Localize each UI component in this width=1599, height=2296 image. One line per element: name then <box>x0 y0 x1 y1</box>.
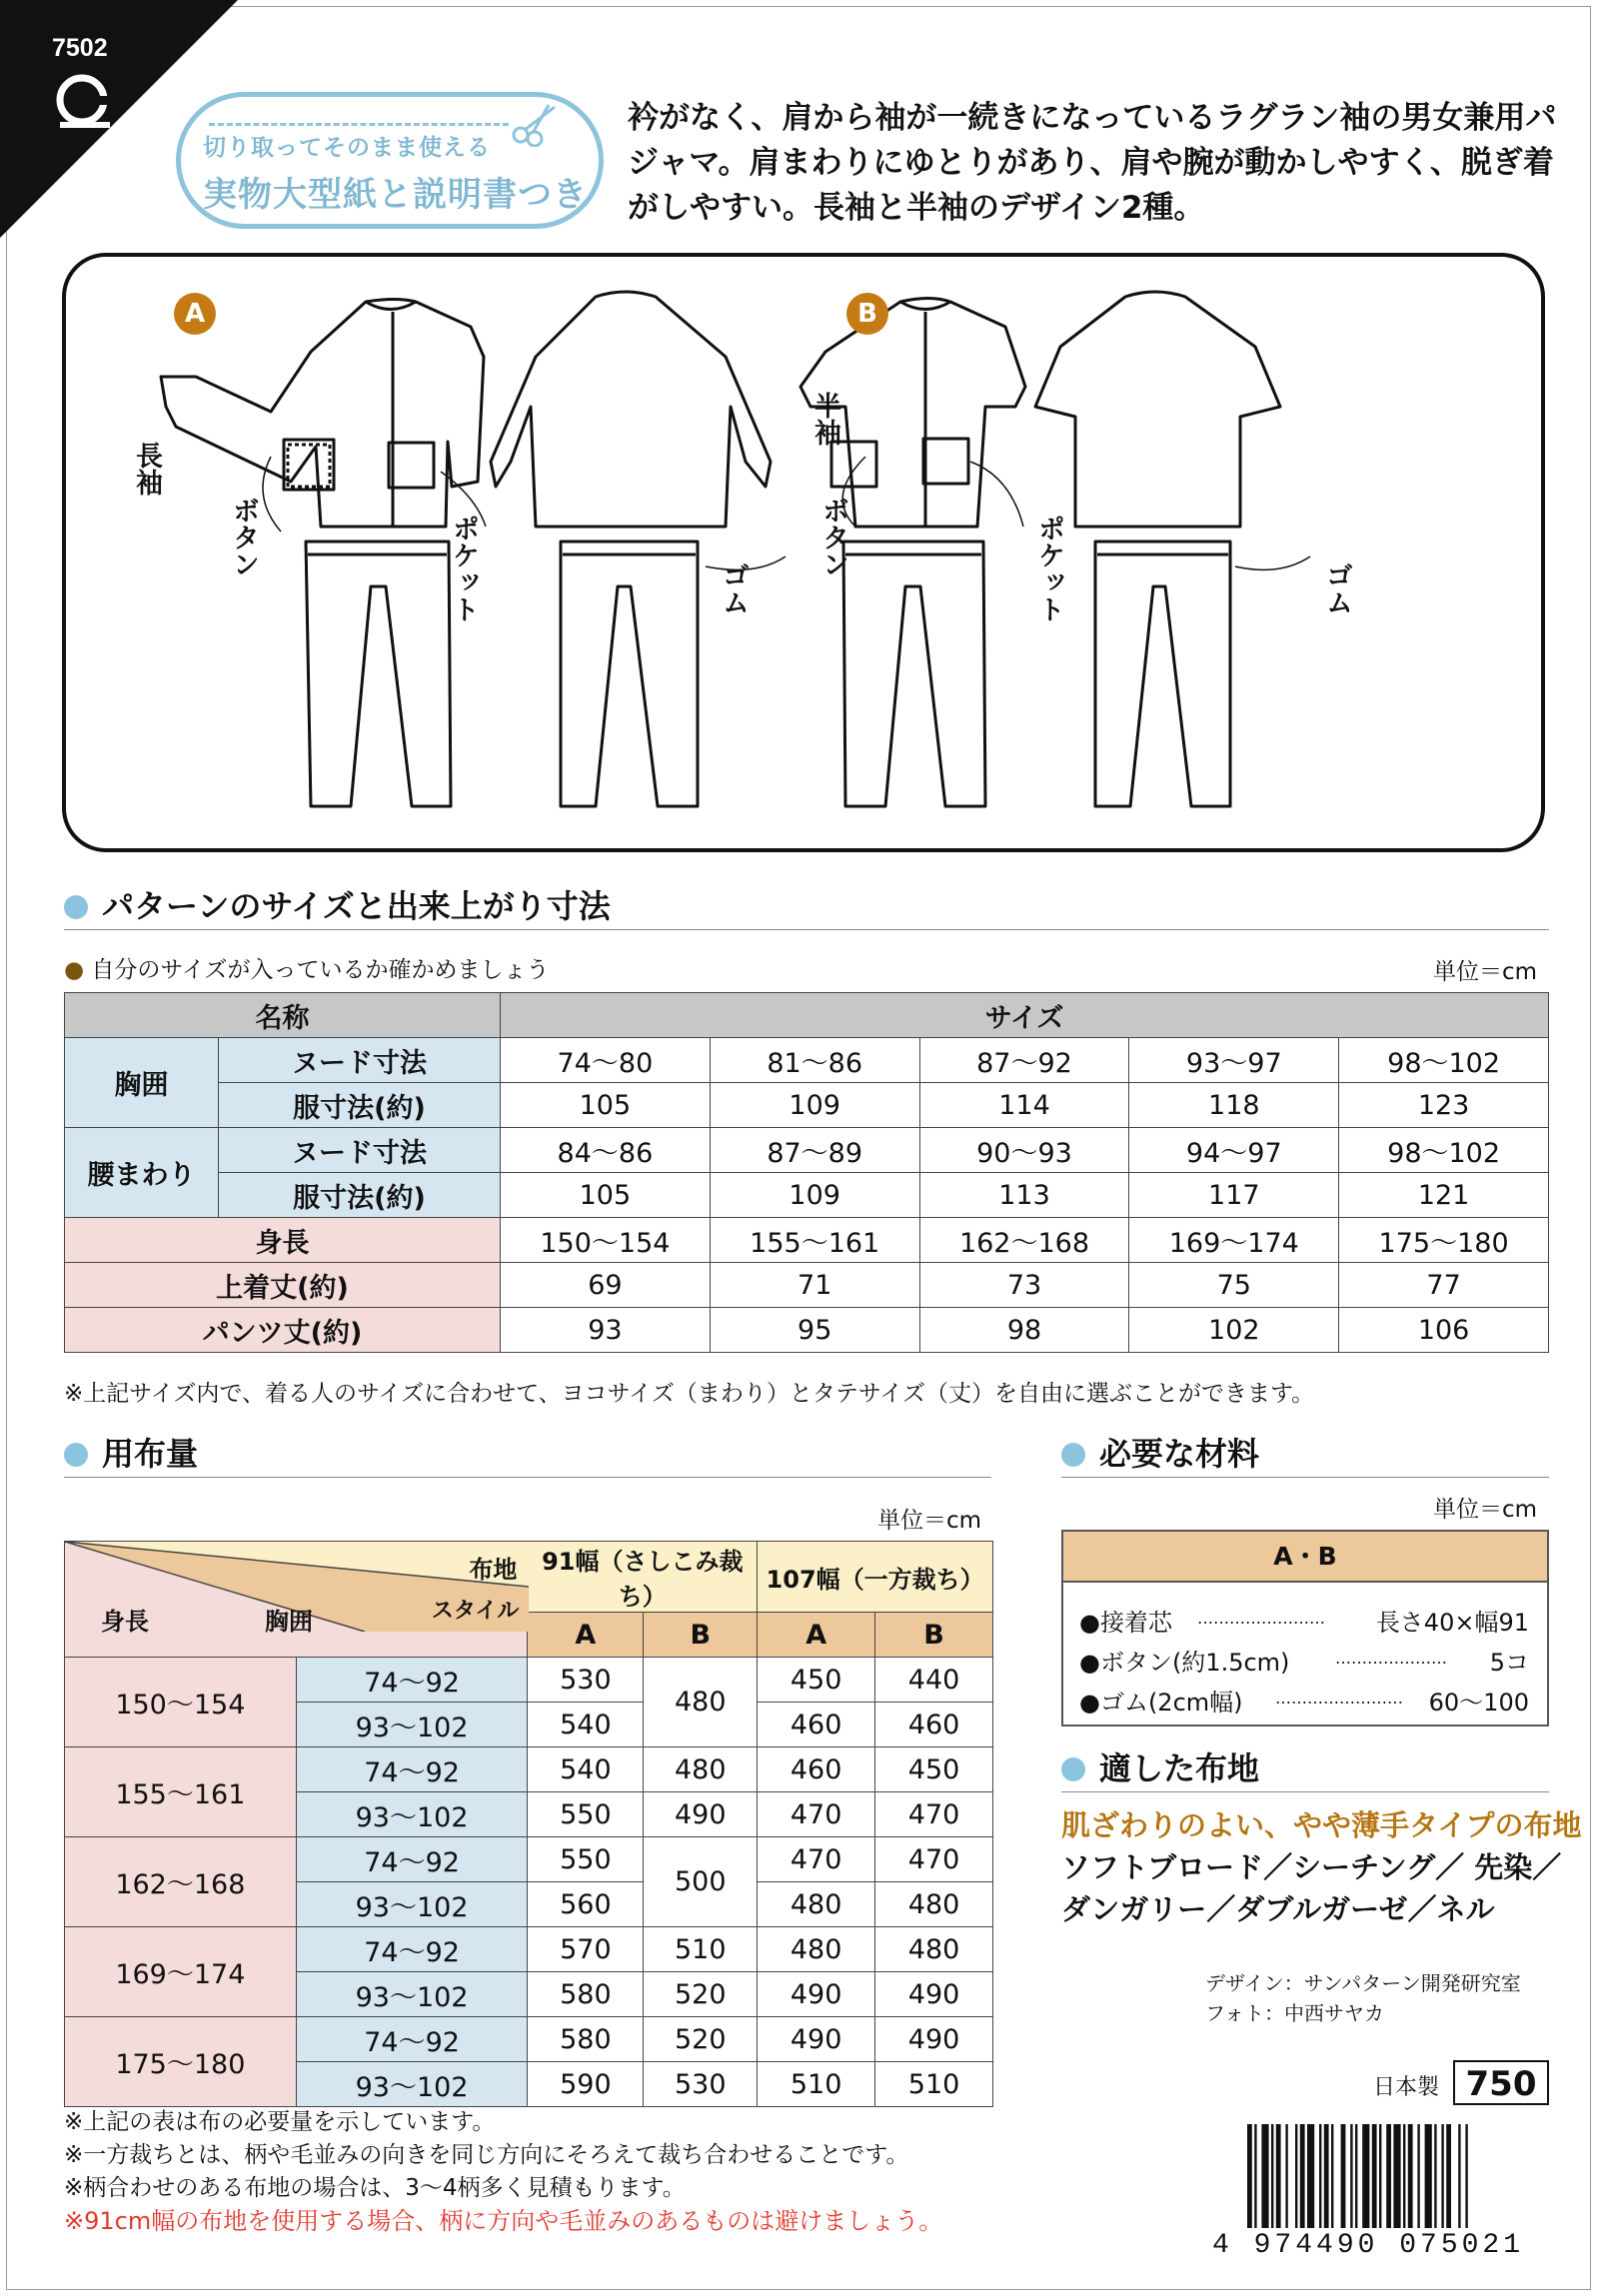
cell: 550 <box>528 1792 644 1837</box>
hdr-b: B <box>875 1613 993 1658</box>
barcode-bar <box>1307 2124 1314 2228</box>
cell: 109 <box>710 1083 919 1128</box>
cell: 490 <box>758 1972 875 2017</box>
fabric-unit: 単位＝cm <box>877 1508 982 1534</box>
cell: 113 <box>919 1173 1129 1218</box>
red-note: ※91cm幅の布地を使用する場合、柄に方向や毛並みのあるものは避けましょう。 <box>64 2207 943 2235</box>
barcode-bar <box>1379 2124 1381 2228</box>
size-unit: 単位＝cm <box>1433 959 1538 985</box>
cut-line <box>209 123 509 126</box>
materials-title: 必要な材料 <box>1061 1429 1259 1475</box>
suitable-fabrics <box>1061 1804 1582 1930</box>
badge-line1: 切り取ってそのまま使える <box>203 135 491 161</box>
note-line: ※上記の表は布の必要量を示しています。 <box>64 2109 496 2135</box>
table-row <box>65 1837 993 1882</box>
cell: 540 <box>528 1747 644 1792</box>
cell: 470 <box>758 1792 875 1837</box>
chest-cell: 93〜102 <box>296 2062 528 2107</box>
cell: 480 <box>644 1747 758 1792</box>
barcode-bar <box>1465 2124 1467 2228</box>
hdr-w107: 107幅（一方裁ち） <box>758 1542 993 1613</box>
cell: 93 <box>501 1308 711 1353</box>
hdr-fabric: 布地 <box>469 1556 518 1584</box>
cell: 95 <box>710 1308 919 1353</box>
cell: 71 <box>710 1263 919 1308</box>
cell: 123 <box>1339 1083 1549 1128</box>
suitable-lead: 肌ざわりのよい、やや薄手タイプの布地 <box>1061 1808 1582 1842</box>
table-row <box>65 1308 1549 1353</box>
cell: 81〜86 <box>710 1038 919 1083</box>
cell: 84〜86 <box>501 1128 711 1173</box>
cell: 74〜80 <box>501 1038 711 1083</box>
cell: 155〜161 <box>710 1218 919 1263</box>
material-qty: 長さ40×幅91 <box>1375 1609 1529 1637</box>
suitable-line2: ダンガリー／ダブルガーゼ／ネル <box>1061 1892 1495 1926</box>
fabric-section-title: 用布量 <box>64 1429 198 1475</box>
barcode-bar <box>1355 2124 1357 2228</box>
pattern-code: 7502 <box>52 34 108 62</box>
cell: 109 <box>710 1173 919 1218</box>
barcode-bar <box>1372 2124 1377 2228</box>
cell: 162〜168 <box>919 1218 1129 1263</box>
note-line: ※柄合わせのある布地の場合は、3〜4柄多く見積もります。 <box>64 2175 686 2201</box>
cell: 450 <box>758 1658 875 1703</box>
credits <box>1205 1968 1521 2028</box>
chest-cell: 74〜92 <box>296 2017 528 2062</box>
barcode-bar <box>1300 2124 1305 2228</box>
barcode-bar <box>1271 2124 1273 2228</box>
barcode-bar <box>1393 2124 1400 2228</box>
cell: 121 <box>1339 1173 1549 1218</box>
section-dot-icon <box>64 1443 88 1467</box>
cell: 87〜89 <box>710 1128 919 1173</box>
label-a-elastic: ゴム <box>718 562 749 615</box>
material-name: ●ゴム(2cm幅) <box>1079 1689 1243 1717</box>
credit-design: デザイン：サンパターン開発研究室 <box>1205 1971 1521 1995</box>
cell: 93〜97 <box>1129 1038 1339 1083</box>
table-row <box>65 1218 1549 1263</box>
cell: 77 <box>1339 1263 1549 1308</box>
chest-cell: 93〜102 <box>296 1882 528 1927</box>
barcode-bar <box>1434 2124 1436 2228</box>
material-qty: 60〜100 <box>1428 1689 1529 1717</box>
cell: 106 <box>1339 1308 1549 1353</box>
cell: 105 <box>501 1083 711 1128</box>
cell: 580 <box>528 1972 644 2017</box>
barcode-bar <box>1341 2124 1346 2228</box>
cell: 460 <box>758 1703 875 1747</box>
size-footnote: ※上記サイズ内で、着る人のサイズに合わせて、ヨコサイズ（まわり）とタテサイズ（丈）を自由に選ぶことができます。 <box>64 1381 1315 1407</box>
price-box: 750 <box>1453 2060 1549 2105</box>
hdr-height: 身長 <box>101 1608 149 1636</box>
cell: 175〜180 <box>1339 1218 1549 1263</box>
size-section-title: パターンのサイズと出来上がり寸法 <box>64 881 611 927</box>
cell: 75 <box>1129 1263 1339 1308</box>
cell: 510 <box>758 2062 875 2107</box>
intro-text: 衿がなく、肩から袖が一続きになっているラグラン袖の男女兼用パジャマ。肩まわりにゆとりがあり、肩や腕が動かしやすく、脱ぎ着がしやすい。長袖と半袖のデザイン2種。 <box>628 100 1557 226</box>
size-subnote: ● 自分のサイズが入っているか確かめましょう <box>64 957 550 983</box>
label-a-pocket: ポケット <box>448 515 479 622</box>
cell: 480 <box>758 1927 875 1972</box>
cell: 118 <box>1129 1083 1339 1128</box>
row-label: 上着丈(約) <box>65 1263 501 1308</box>
cell: 490 <box>644 1792 758 1837</box>
brand-logo-icon <box>52 72 114 132</box>
material-qty: 5コ <box>1489 1649 1529 1677</box>
row-label: ヌード寸法 <box>219 1128 501 1173</box>
barcode-bar <box>1254 2124 1256 2228</box>
barcode-bar <box>1403 2124 1405 2228</box>
table-row <box>65 1173 1549 1218</box>
barcode-bar <box>1324 2124 1329 2228</box>
hdr-a: A <box>758 1613 875 1658</box>
cell: 590 <box>528 2062 644 2107</box>
label-b-pocket: ポケット <box>1033 515 1064 622</box>
barcode-bar <box>1446 2124 1451 2228</box>
label-b-circle: B <box>846 293 888 335</box>
hdr-chest: 胸囲 <box>265 1608 313 1636</box>
cell: 510 <box>875 2062 993 2107</box>
section-dot-icon <box>64 895 88 919</box>
cell: 480 <box>758 1882 875 1927</box>
cell: 105 <box>501 1173 711 1218</box>
size-header-name: 名称 <box>65 993 501 1038</box>
cell: 520 <box>644 1972 758 2017</box>
height-cell: 162〜168 <box>65 1837 297 1927</box>
row-label: パンツ丈(約) <box>65 1308 501 1353</box>
cell: 580 <box>528 2017 644 2062</box>
fabric-table <box>64 1541 993 2107</box>
barcode-bar <box>1425 2124 1432 2228</box>
hdr-b: B <box>644 1613 758 1658</box>
height-cell: 175〜180 <box>65 2017 297 2107</box>
barcode-bar <box>1319 2124 1321 2228</box>
row-label: 身長 <box>65 1218 501 1263</box>
chest-cell: 74〜92 <box>296 1837 528 1882</box>
cell: 490 <box>875 1972 993 2017</box>
chest-cell: 74〜92 <box>296 1658 528 1703</box>
fabric-corner-header <box>65 1542 528 1658</box>
barcode-bar <box>1261 2124 1268 2228</box>
section-dot-icon <box>1061 1443 1085 1467</box>
cell: 150〜154 <box>501 1218 711 1263</box>
label-a-circle: A <box>174 293 216 335</box>
cell: 490 <box>758 2017 875 2062</box>
cell: 540 <box>528 1703 644 1747</box>
hdr-style: スタイル <box>431 1599 520 1624</box>
height-cell: 155〜161 <box>65 1747 297 1837</box>
barcode-number: 4 974490 075021 <box>1212 2230 1525 2261</box>
barcode-bar <box>1247 2124 1252 2228</box>
material-item <box>1079 1635 1547 1675</box>
table-row <box>65 2017 993 2062</box>
barcode-bar <box>1441 2124 1443 2228</box>
barcode-bar <box>1417 2124 1419 2228</box>
barcode-bar <box>1350 2124 1352 2228</box>
cell: 510 <box>644 1927 758 1972</box>
badge-line2: 実物大型紙と説明書つき <box>203 175 588 215</box>
label-long-sleeve: 長袖 <box>131 442 162 496</box>
table-row <box>65 1927 993 1972</box>
cell: 560 <box>528 1882 644 1927</box>
barcode-bar <box>1276 2124 1281 2228</box>
table-row <box>65 1747 993 1792</box>
cell: 90〜93 <box>919 1128 1129 1173</box>
illustration-panel <box>62 253 1545 852</box>
label-b-elastic: ゴム <box>1321 562 1352 615</box>
cell: 570 <box>528 1927 644 1972</box>
leader-dots: …………………… <box>1197 1609 1325 1628</box>
pattern-badge <box>176 92 604 229</box>
cell: 94〜97 <box>1129 1128 1339 1173</box>
barcode-bar <box>1295 2124 1297 2228</box>
row-label: 服寸法(約) <box>219 1173 501 1218</box>
table-row <box>65 1128 1549 1173</box>
suitable-line1: ソフトブロード／シーチング／ 先染／ <box>1061 1850 1562 1884</box>
height-cell: 169〜174 <box>65 1927 297 2017</box>
chest-cell: 93〜102 <box>296 1792 528 1837</box>
cell: 73 <box>919 1263 1129 1308</box>
group-hip: 腰まわり <box>65 1128 219 1218</box>
leader-dots: …………………… <box>1275 1689 1403 1708</box>
cell: 500 <box>644 1837 758 1927</box>
table-row <box>65 1658 993 1703</box>
divider <box>1061 1791 1549 1792</box>
cell: 480 <box>875 1882 993 1927</box>
barcode-bar <box>1458 2124 1460 2228</box>
barcode-bar <box>1386 2124 1391 2228</box>
divider <box>64 929 1549 930</box>
cell: 530 <box>528 1658 644 1703</box>
cell: 98〜102 <box>1339 1038 1549 1083</box>
chest-cell: 93〜102 <box>296 1703 528 1747</box>
material-name: ●ボタン(約1.5cm) <box>1079 1649 1290 1677</box>
cell: 470 <box>875 1837 993 1882</box>
label-b-button: ボタン <box>817 497 848 577</box>
note-line: ※一方裁ちとは、柄や毛並みの向きを同じ方向にそろえて裁ち合わせることです。 <box>64 2142 909 2168</box>
material-name: ●接着芯 <box>1079 1609 1172 1637</box>
cell: 460 <box>758 1747 875 1792</box>
cell: 480 <box>644 1658 758 1747</box>
leader-dots: ………………… <box>1335 1649 1447 1668</box>
scissors-icon <box>511 103 559 147</box>
credit-photo: フォト：中西サヤカ <box>1205 2001 1384 2025</box>
size-header-size: サイズ <box>501 993 1549 1038</box>
table-row <box>65 1038 1549 1083</box>
barcode-bar <box>1408 2124 1413 2228</box>
cell: 470 <box>758 1837 875 1882</box>
bullet-icon: ● <box>64 957 85 983</box>
height-cell: 150〜154 <box>65 1658 297 1747</box>
barcode-bar <box>1285 2124 1287 2228</box>
section-dot-icon <box>1061 1757 1085 1781</box>
suitable-title: 適した布地 <box>1061 1743 1259 1789</box>
chest-cell: 93〜102 <box>296 1972 528 2017</box>
barcode-bar <box>1362 2124 1369 2228</box>
label-a-button: ボタン <box>228 497 259 577</box>
materials-box <box>1061 1530 1549 1726</box>
hdr-a: A <box>528 1613 644 1658</box>
cell: 470 <box>875 1792 993 1837</box>
table-row <box>65 1263 1549 1308</box>
materials-unit: 単位＝cm <box>1433 1497 1538 1523</box>
cell: 530 <box>644 2062 758 2107</box>
chest-cell: 74〜92 <box>296 1747 528 1792</box>
cell: 102 <box>1129 1308 1339 1353</box>
cell: 117 <box>1129 1173 1339 1218</box>
cell: 490 <box>875 2017 993 2062</box>
cell: 550 <box>528 1837 644 1882</box>
row-label: ヌード寸法 <box>219 1038 501 1083</box>
chest-cell: 74〜92 <box>296 1927 528 1972</box>
fabric-notes <box>64 2106 942 2238</box>
group-chest: 胸囲 <box>65 1038 219 1128</box>
material-item <box>1079 1595 1547 1635</box>
row-label: 服寸法(約) <box>219 1083 501 1128</box>
cell: 440 <box>875 1658 993 1703</box>
cell: 98 <box>919 1308 1129 1353</box>
size-table <box>64 992 1549 1353</box>
cell: 520 <box>644 2017 758 2062</box>
cell: 480 <box>875 1927 993 1972</box>
hdr-w91: 91幅（さしこみ裁ち） <box>528 1542 758 1613</box>
material-item <box>1079 1675 1547 1715</box>
cell: 114 <box>919 1083 1129 1128</box>
cell: 98〜102 <box>1339 1128 1549 1173</box>
garment-illustration <box>66 257 1541 848</box>
divider <box>1061 1477 1549 1478</box>
cell: 460 <box>875 1703 993 1747</box>
cell: 169〜174 <box>1129 1218 1339 1263</box>
label-short-sleeve: 半袖 <box>809 392 840 446</box>
cell: 69 <box>501 1263 711 1308</box>
table-row <box>65 1083 1549 1128</box>
barcode-icon <box>1247 2124 1547 2228</box>
made-in: 日本製 <box>1373 2075 1440 2100</box>
barcode-bar <box>1331 2124 1333 2228</box>
materials-header: A・B <box>1063 1532 1547 1583</box>
cell: 87〜92 <box>919 1038 1129 1083</box>
divider <box>64 1477 991 1478</box>
cell: 450 <box>875 1747 993 1792</box>
